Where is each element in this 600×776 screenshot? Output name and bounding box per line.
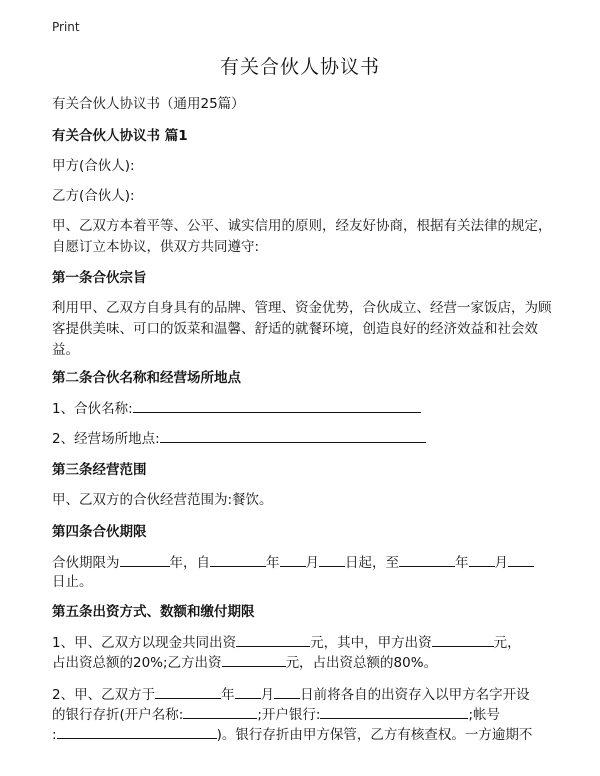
deposit-text: 年 <box>221 687 235 703</box>
article2-item1 <box>52 398 421 419</box>
article2-heading: 第二条合伙名称和经营场所地点 <box>52 370 241 386</box>
start-day-blank <box>319 552 345 567</box>
deposit-day-blank <box>274 684 300 699</box>
article5-p2-line2 <box>52 704 500 725</box>
start-year-blank <box>210 552 266 567</box>
start-month-blank <box>280 552 306 567</box>
article4-body-line2: 日止。 <box>52 574 93 590</box>
article3-heading: 第三条经营范围 <box>52 462 147 478</box>
capital-text: 占出资总额的20%;乙方出资 <box>52 655 222 671</box>
article5-p1-line1 <box>52 632 521 653</box>
term-text: 月 <box>305 555 319 571</box>
term-text: 年，自 <box>169 555 210 571</box>
article5-p1-line2 <box>52 652 437 673</box>
section-heading: 有关合伙人协议书 篇1 <box>52 128 188 144</box>
capital-text: 1、甲、乙双方以现金共同出资 <box>52 635 237 651</box>
account-name-blank <box>183 704 257 719</box>
bank-name-blank <box>320 704 468 719</box>
article5-p2-line3 <box>52 724 532 745</box>
partnership-name-label: 1、合伙名称: <box>52 401 133 417</box>
article2-item2 <box>52 428 426 449</box>
deposit-text: 2、甲、乙双方于 <box>52 687 156 703</box>
term-text: 日起，至 <box>345 555 399 571</box>
deposit-text: ;帐号 <box>468 707 500 723</box>
business-location-blank <box>160 428 426 443</box>
deposit-month-blank <box>235 684 261 699</box>
total-capital-blank <box>236 632 310 647</box>
capital-text: 元，占出资总额的80%。 <box>285 655 438 671</box>
preamble-paragraph: 甲、乙双方本着平等、公平、诚实信用的原则，经友好协商，根据有关法律的规定，自愿订立本协议，供双方共同遵守: <box>52 218 552 255</box>
party-b-capital-blank <box>222 652 286 667</box>
deposit-text: : <box>52 727 57 743</box>
capital-text: 元， <box>493 635 521 651</box>
deposit-text: 的银行存折(开户名称: <box>52 707 184 723</box>
article4-heading: 第四条合伙期限 <box>52 524 147 540</box>
end-day-blank <box>508 552 534 567</box>
capital-text: 元，其中，甲方出资 <box>310 635 432 651</box>
print-link[interactable]: Print <box>52 20 80 34</box>
partnership-name-blank <box>133 398 421 413</box>
article5-p2-line1 <box>52 684 530 705</box>
subtitle: 有关合伙人协议书（通用25篇） <box>52 96 245 112</box>
article1-heading: 第一条合伙宗旨 <box>52 270 147 286</box>
term-text: 年 <box>266 555 280 571</box>
article3-body: 甲、乙双方的合伙经营范围为:餐饮。 <box>52 492 273 508</box>
term-years-blank <box>120 552 170 567</box>
deposit-text: )。银行存折由甲方保管，乙方有核查权。一方逾期不 <box>216 727 533 743</box>
party-a-label: 甲方(合伙人): <box>52 158 135 174</box>
end-month-blank <box>469 552 495 567</box>
deposit-text: 日前将各自的出资存入以甲方名字开设 <box>300 687 530 703</box>
party-b-label: 乙方(合伙人): <box>52 188 135 204</box>
party-a-capital-blank <box>432 632 494 647</box>
account-number-blank <box>57 724 217 739</box>
term-text: 合伙期限为 <box>52 555 120 571</box>
article1-body: 利用甲、乙双方自身具有的品牌、管理、资金优势，合伙成立、经营一家饭店，为顾客提供美味、可口的饭菜和温馨、舒适的就餐环境，创造良好的经济效益和社会效益。 <box>52 300 552 358</box>
deposit-year-blank <box>155 684 221 699</box>
deposit-text: 月 <box>260 687 275 703</box>
term-text: 月 <box>494 555 508 571</box>
deposit-text: ;开户银行: <box>257 707 321 723</box>
term-text: 年 <box>455 555 469 571</box>
article5-heading: 第五条出资方式、数额和缴付期限 <box>52 604 255 620</box>
article4-body-line1 <box>52 552 534 573</box>
end-year-blank <box>399 552 455 567</box>
document-title: 有关合伙人协议书 <box>219 56 380 78</box>
business-location-label: 2、经营场所地点: <box>52 431 160 447</box>
